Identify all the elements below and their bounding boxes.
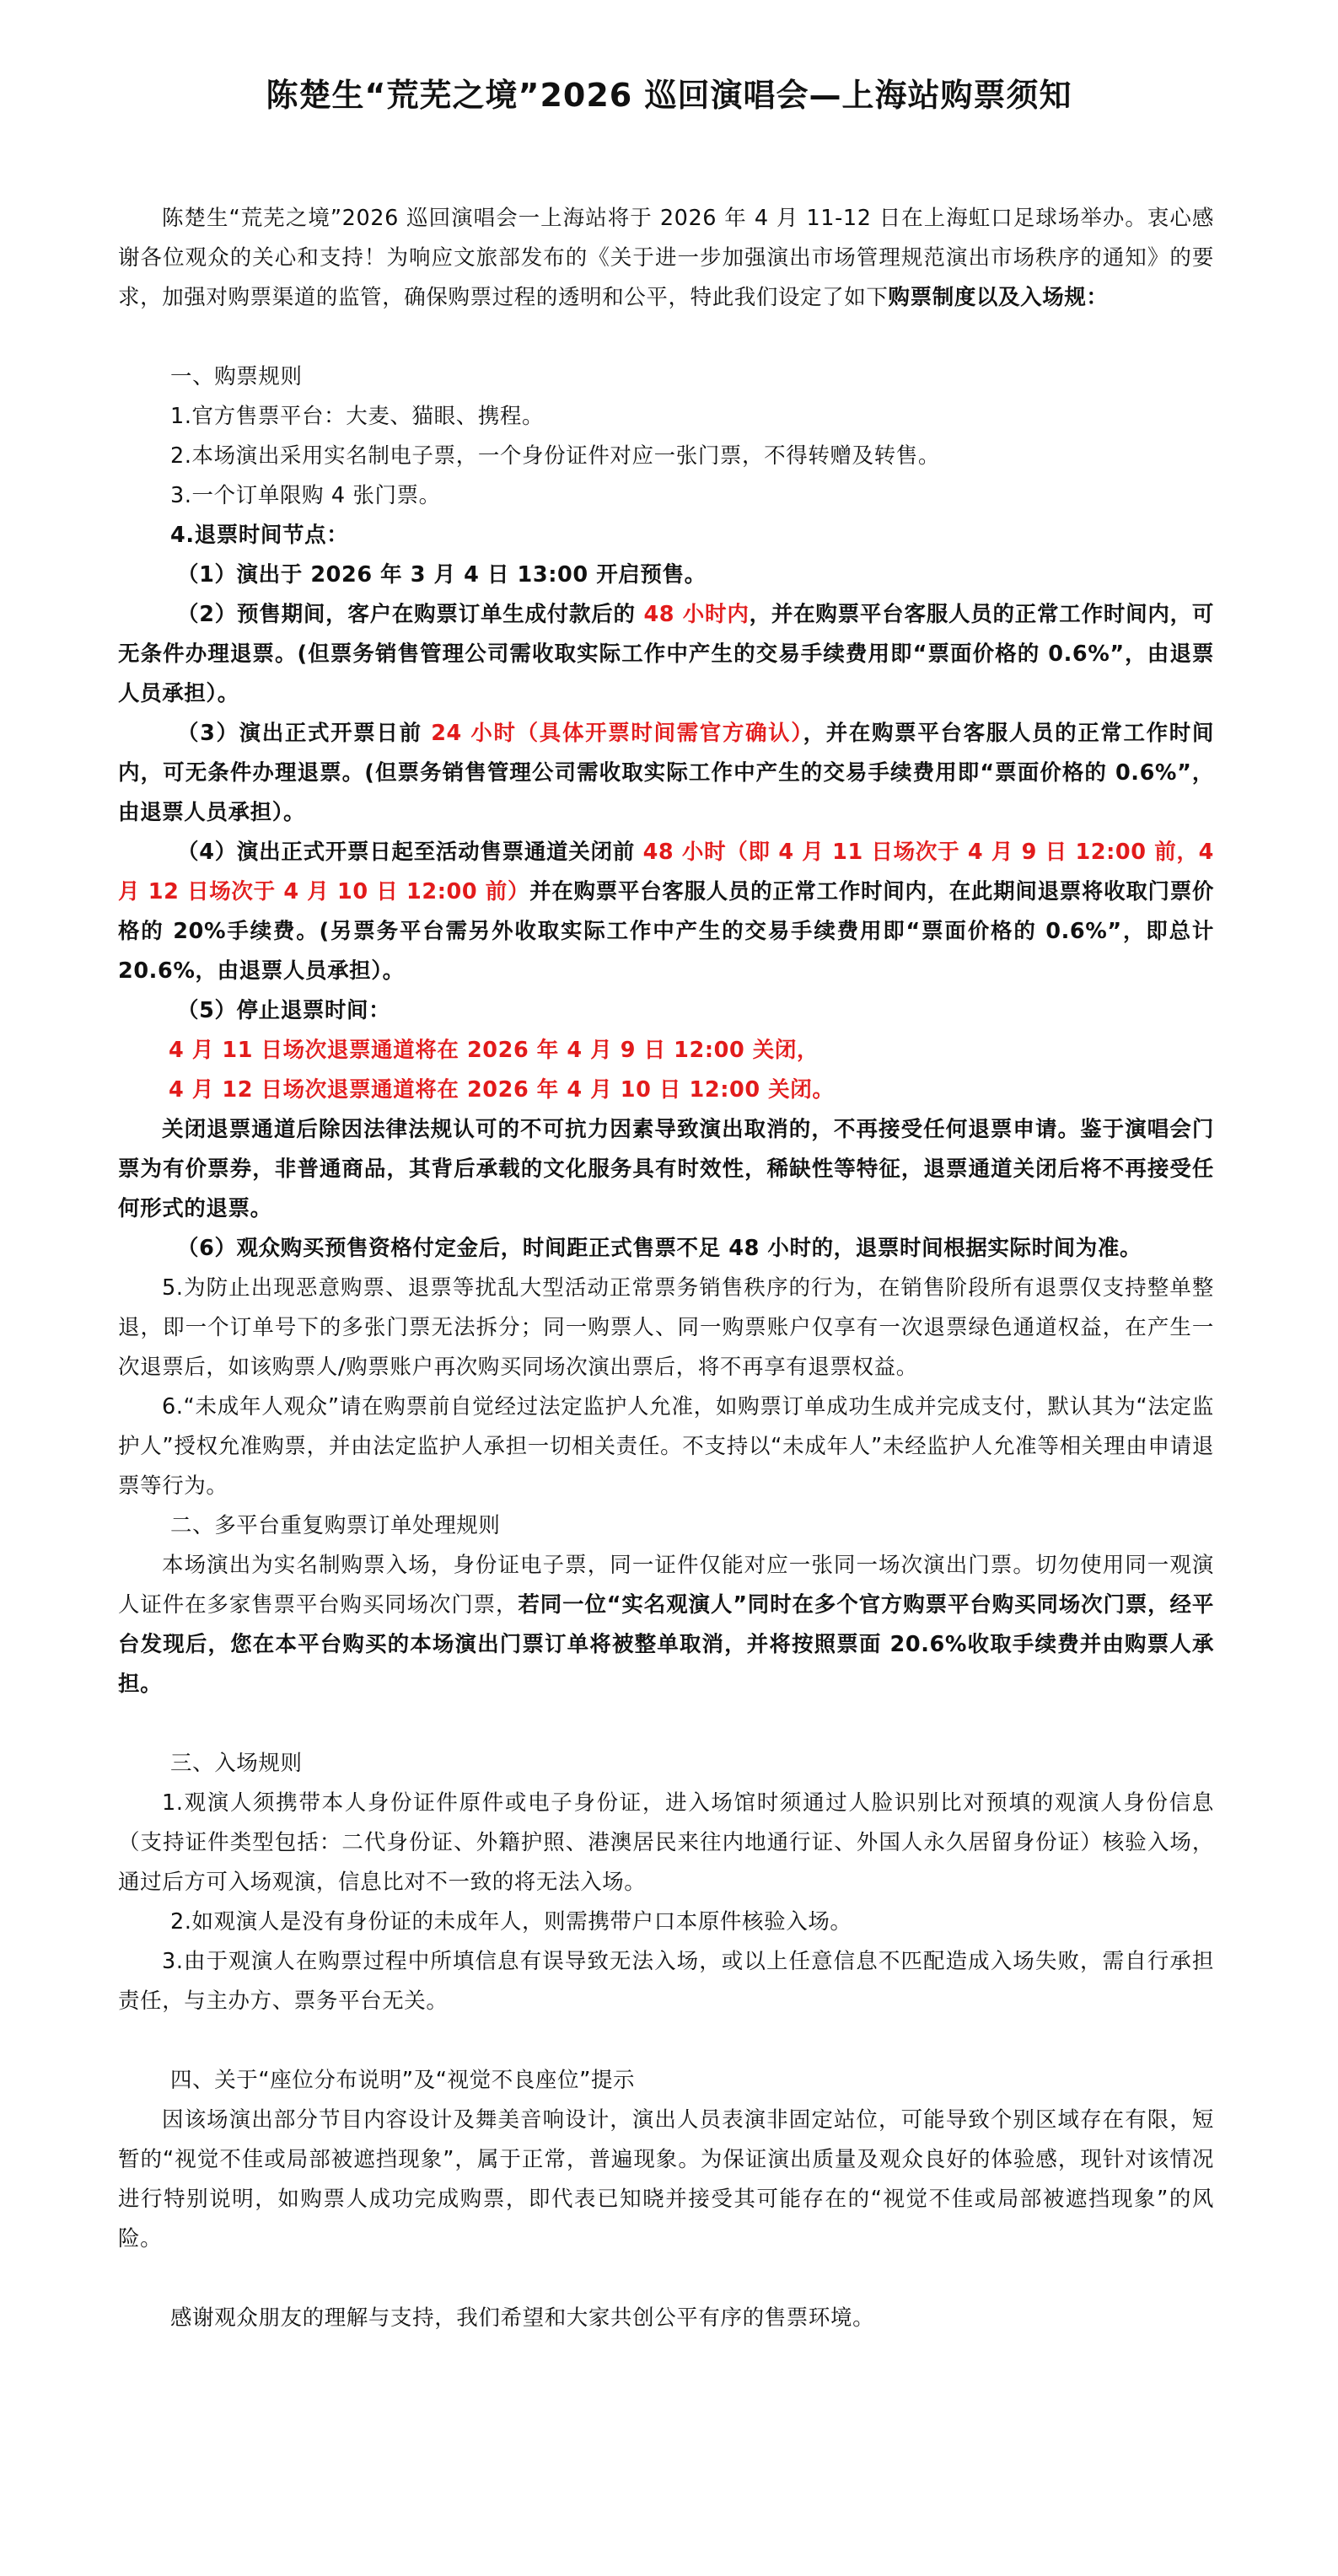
page-title: 陈楚生“荒芜之境”2026 巡回演唱会—上海站购票须知 (266, 77, 1072, 114)
rule-refund-nodes: 4.退票时间节点： (170, 523, 349, 548)
rule-platforms: 1.官方售票平台：大麦、猫眼、携程。 (170, 404, 545, 429)
intro-emphasis: 购票制度以及入场规： (888, 285, 1109, 310)
refund-node-4-b: 并在购票平台客服人员的正常工作时间内，在此期间退票将收取门票价格的 20%手续费。(另票务平台需另外收取实际工作中产生的交易手续费用即“票面价格的 0.6%”，即总计 20.6%，由退票人员承担）。 (118, 879, 1214, 984)
refund-node-2-b: ，并在购票平台客服人员的正常工作时间内，可无条件办理退票。(但票务销售管理公司需收取实际工作中产生的交易手续费用即“票面价格的 0.6%”，由退票人员承担）。 (118, 602, 1214, 706)
refund-node-3 (118, 714, 1214, 833)
refund-node-4-a: （4）演出正式开票日起至活动售票通道关闭前 (177, 840, 643, 865)
section-heading-seating: 四、关于“座位分布说明”及“视觉不良座位”提示 (170, 2068, 636, 2093)
refund-node-3-b: ，并在购票平台客服人员的正常工作时间内，可无条件办理退票。(但票务销售管理公司需收取实际工作中产生的交易手续费用即“票面价格的 0.6%”，由退票人员承担）。 (118, 721, 1215, 825)
seating-text: 因该场演出部分节目内容设计及舞美音响设计，演出人员表演非固定站位，可能导致个别区域存在有限，短暂的“视觉不佳或局部被遮挡现象”，属于正常，普遍现象。为保证演出质量及观众良好的体验感，现针对该情况进行特别说明，如购票人成功完成购票，即代表已知晓并接受其可能存在的“视觉不佳或局部被遮挡现象”的风险。 (118, 2107, 1214, 2251)
rule-real-name: 2.本场演出采用实名制电子票，一个身份证件对应一张门票，不得转赠及转售。 (170, 443, 940, 469)
refund-node-2 (118, 595, 1214, 714)
refund-node-6: （6）观众购买预售资格付定金后，时间距正式售票不足 48 小时的，退票时间根据实际时间为准。 (177, 1236, 1142, 1261)
notice-body (118, 199, 1214, 2338)
duplicate-rule-text (118, 1546, 1214, 1704)
entry-rule-1: 1.观演人须携带本人身份证件原件或电子身份证，进入场馆时须通过人脸识别比对预填的观演人身份信息（支持证件类型包括：二代身份证、外籍护照、港澳居民来往内地通行证、外国人永久居留身份证）核验入场，通过后方可入场观演，信息比对不一致的将无法入场。 (118, 1790, 1214, 1895)
refund-node-3-a: （3）演出正式开票日前 (177, 721, 432, 746)
entry-rule-2: 2.如观演人是没有身份证的未成年人，则需携带户口本原件核验入场。 (170, 1909, 852, 1935)
closing-text: 感谢观众朋友的理解与支持，我们希望和大家共创公平有序的售票环境。 (170, 2305, 875, 2331)
refund-node-3-red: 24 小时（具体开票时间需官方确认） (431, 721, 803, 746)
section-heading-duplicate: 二、多平台重复购票订单处理规则 (170, 1513, 501, 1538)
rule-anti-abuse: 5.为防止出现恶意购票、退票等扰乱大型活动正常票务销售秩序的行为，在销售阶段所有退票仅支持整单整退，即一个订单号下的多张门票无法拆分；同一购票人、同一购票账户仅享有一次退票绿色通道权益，在产生一次退票后，如该购票人/购票账户再次购买同场次演出票后，将不再享有退票权益。 (118, 1275, 1214, 1380)
rule-minors: 6.“未成年人观众”请在购票前自觉经过法定监护人允准，如购票订单成功生成并完成支付，默认其为“法定监护人”授权允准购票，并由法定监护人承担一切相关责任。不支持以“未成年人”未经监护人允准等相关理由申请退票等行为。 (118, 1394, 1214, 1499)
duplicate-rule-a: 本场演出为实名制购票入场，身份证电子票，同一证件仅能对应一张同一场次演出门票。切勿使用同一观演人证件在多家售票平台购买同场次门票， (118, 1553, 1214, 1618)
refund-close-statement: 关闭退票通道后除因法律法规认可的不可抗力因素导致演出取消的，不再接受任何退票申请。鉴于演唱会门票为有价票券，非普通商品，其背后承载的文化服务具有时效性，稀缺性等特征，退票通道关闭后将不再接受任何形式的退票。 (118, 1117, 1214, 1221)
refund-node-1: （1）演出于 2026 年 3 月 4 日 13:00 开启预售。 (177, 562, 707, 588)
refund-close-day1: 4 月 11 日场次退票通道将在 2026 年 4 月 9 日 12:00 关闭， (169, 1038, 819, 1063)
section-heading-entry: 三、入场规则 (170, 1751, 303, 1776)
rule-order-limit: 3.一个订单限购 4 张门票。 (170, 483, 441, 508)
refund-node-4 (118, 833, 1214, 991)
intro-paragraph (118, 199, 1214, 318)
refund-node-2-red: 48 小时内 (643, 602, 750, 627)
refund-close-day2: 4 月 12 日场次退票通道将在 2026 年 4 月 10 日 12:00 关闭。 (169, 1077, 835, 1103)
refund-node-5: （5）停止退票时间： (177, 998, 391, 1023)
intro-text: 陈楚生“荒芜之境”2026 巡回演唱会一上海站将于 2026 年 4 月 11-12 日在上海虹口足球场举办。衷心感谢各位观众的关心和支持！为响应文旅部发布的《关于进一步加强演出市场管理规范演出市场秩序的通知》的要求，加强对购票渠道的监管，确保购票过程的透明和公平，特此我们设定了如下 (118, 206, 1214, 310)
entry-rule-3: 3.由于观演人在购票过程中所填信息有误导致无法入场，或以上任意信息不匹配造成入场失败，需自行承担责任，与主办方、票务平台无关。 (118, 1949, 1214, 2014)
refund-node-2-a: （2）预售期间，客户在购票订单生成付款后的 (177, 602, 644, 627)
duplicate-rule-b: 若同一位“实名观演人”同时在多个官方购票平台购买同场次门票，经平台发现后，您在本平台购买的本场演出门票订单将被整单取消，并将按照票面 20.6%收取手续费并由购票人承担。 (118, 1592, 1214, 1697)
refund-node-4-red: 48 小时（即 4 月 11 日场次于 4 月 9 日 12:00 前，4 月 12 日场次于 4 月 10 日 12:00 前） (118, 840, 1215, 904)
section-heading-ticketing: 一、购票规则 (170, 364, 303, 389)
